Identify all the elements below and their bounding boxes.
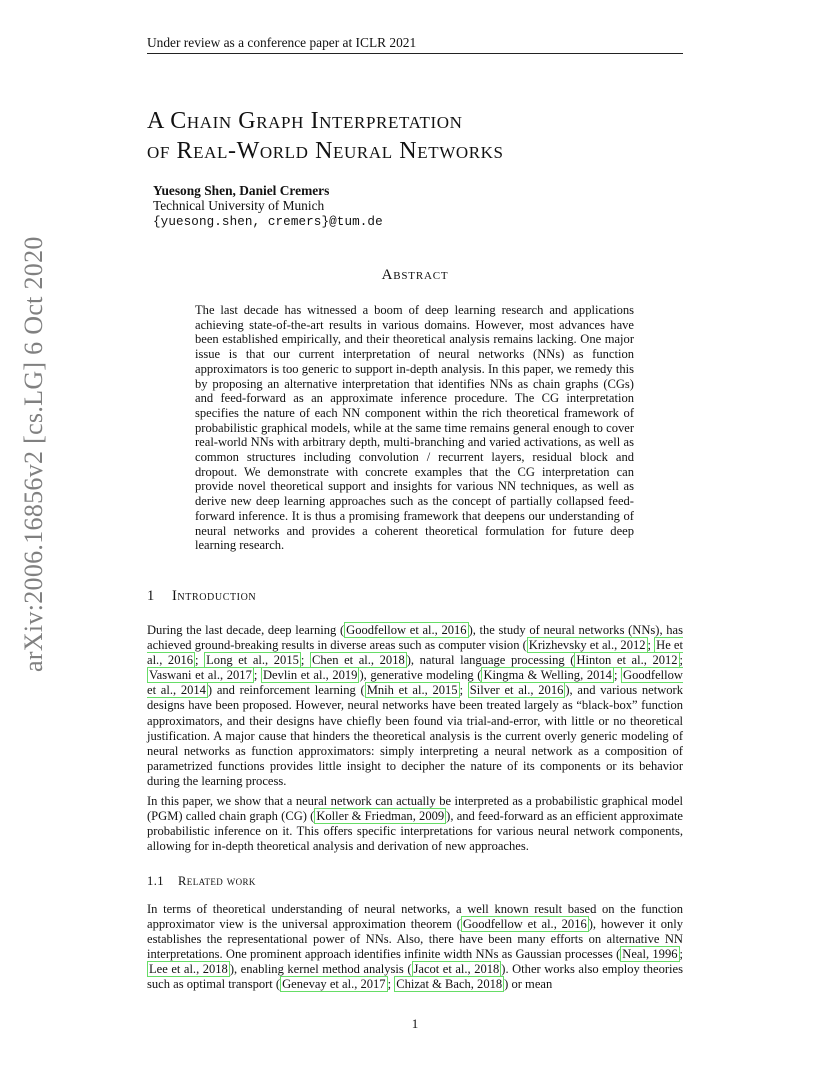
text-run: ), natural language processing (: [406, 653, 575, 668]
text-run: ;: [387, 977, 395, 992]
text-run: ;: [253, 668, 261, 683]
text-run: ) and reinforcement learning (: [207, 683, 365, 698]
subsection-number: 1.1: [147, 874, 164, 888]
intro-paragraph-1: [147, 623, 683, 789]
author-email[interactable]: [153, 213, 673, 230]
citation-link[interactable]: Kingma & Welling, 2014: [483, 668, 612, 683]
text-run: In terms of theoretical understanding of neural networks, a well known result based on the function approximator view is the universal approximation theorem (: [147, 902, 683, 932]
email-domain: @tum.de: [329, 215, 383, 229]
text-run: ;: [679, 653, 684, 668]
author-names: Yuesong Shen, Daniel Cremers: [153, 183, 330, 198]
citation-link[interactable]: Silver et al., 2016: [469, 683, 564, 698]
arxiv-identifier[interactable]: arXiv:2006.16856v2 [cs.LG] 6 Oct 2020: [19, 236, 48, 672]
author-block: [153, 183, 673, 230]
text-run: During the last decade, deep learning (: [147, 623, 345, 637]
abstract-heading: Abstract: [381, 267, 449, 283]
abstract-text: The last decade has witnessed a boom of deep learning research and applications achieving state-of-the-art results in various domains. However, most advances have been established empirically, and their theoretical analysis remains lacking. One major issue is that our current interpretation of neural networks (NNs) as function approximators is too generic to support in-depth analysis. In this paper, we remedy this by proposing an alternative interpretation that identifies NNs as chain graphs (CGs) and feed-forward as an approximate inference procedure. The CG interpretation specifies the nature of each NN component within the rich theoretical framework of probabilistic graphical models, while at the same time remains general enough to cover real-world NNs with arbitrary depth, multi-branching and varied activations, as well as common structures including convolution / recurrent layers, residual block and dropout. We demonstrate with concrete examples that the CG interpretation can provide novel theoretical support and insights for various NN techniques, as well as derive new deep learning approaches such as the concept of partially collapsed feed-forward inference. It is thus a promising framework that deepens our understanding of neural networks and provides a coherent theoretical formulation for future deep learning research.: [195, 303, 634, 553]
citation-link[interactable]: He et al., 2016: [147, 638, 683, 668]
citation-link[interactable]: Goodfellow et al., 2014: [147, 668, 683, 698]
citation-link[interactable]: Goodfellow et al., 2016: [346, 623, 467, 637]
text-run: ), generative modeling (: [359, 668, 482, 683]
text-run: ), the study of neural networks (NNs), has achieved ground-breaking results in diverse areas such as computer vision (: [147, 623, 684, 653]
citation-link[interactable]: Jacot et al., 2018: [413, 962, 500, 977]
text-run: ), enabling kernel method analysis (: [229, 962, 412, 977]
citation-link[interactable]: Vaswani et al., 2017: [149, 668, 252, 683]
section-number: 1: [147, 588, 155, 604]
citation-link[interactable]: Koller & Friedman, 2009: [316, 809, 445, 824]
title-line-1: A Chain Graph Interpretation: [147, 108, 463, 134]
section-1-heading: [147, 588, 683, 605]
text-run: ), however it only establishes the representational power of NNs. Also, there have been many efforts on alternative NN interpretations. One prominent approach identifies infinite width NNs as Gaussian processes (: [147, 917, 683, 962]
intro-paragraph-2: [147, 794, 683, 854]
text-run: ;: [679, 947, 683, 962]
text-run: ;: [195, 653, 205, 668]
email-users: {yuesong.shen, cremers}: [153, 215, 330, 229]
citation-link[interactable]: Lee et al., 2018: [149, 962, 228, 977]
citation-link[interactable]: Krizhevsky et al., 2012: [528, 638, 646, 653]
text-run: In this paper, we show that a neural network can actually be interpreted as a probabilistic graphical model (PGM) called chain graph (CG) (: [147, 794, 683, 824]
page-number: 1: [411, 1016, 419, 1031]
text-run: ), and various network designs have been proposed. However, neural networks have been treated largely as “black-box” function approximators, and their designs have chiefly been found via trial-and-error, with little or no theoretical justification. A major cause that hinders the theoretical analysis is the current overly generic modeling of neural networks as function approximators: simply interpreting a neural network as a composition of parametrized functions provides little insight to decipher the nature of its components or its behavior during the learning process.: [147, 683, 684, 788]
text-run: ) or mean: [504, 977, 553, 992]
text-run: ;: [613, 668, 622, 683]
citation-link[interactable]: Chen et al., 2018: [311, 653, 405, 668]
subsection-1-1-heading: [147, 874, 683, 889]
citation-link[interactable]: Mnih et al., 2015: [366, 683, 458, 698]
citation-link[interactable]: Devlin et al., 2019: [262, 668, 358, 683]
text-run: ), and feed-forward as an efficient approximate probabilistic inference on it. This offers specific interpretations for various neural network components, allowing for in-depth theoretical analysis and derivation of new approaches.: [147, 809, 683, 854]
text-run: ;: [300, 653, 310, 668]
text-run: ). Other works also employ theories such as optimal transport (: [147, 962, 683, 992]
citation-link[interactable]: Neal, 1996: [622, 947, 678, 962]
running-header: Under review as a conference paper at ICLR 2021: [147, 34, 683, 54]
title-line-2: of Real-World Neural Networks: [147, 138, 504, 164]
author-affiliation: Technical University of Munich: [153, 198, 325, 213]
citation-link[interactable]: Genevay et al., 2017: [282, 977, 386, 992]
text-run: ;: [459, 683, 468, 698]
citation-link[interactable]: Hinton et al., 2012: [576, 653, 678, 668]
subsection-title: Related work: [178, 874, 256, 888]
citation-link[interactable]: Chizat & Bach, 2018: [396, 977, 503, 992]
citation-link[interactable]: Long et al., 2015: [206, 653, 299, 668]
paper-title: [147, 106, 707, 166]
citation-link[interactable]: Goodfellow et al., 2016: [462, 917, 587, 932]
text-run: ;: [647, 638, 655, 653]
section-title: Introduction: [172, 588, 257, 604]
related-work-paragraph: [147, 902, 683, 993]
